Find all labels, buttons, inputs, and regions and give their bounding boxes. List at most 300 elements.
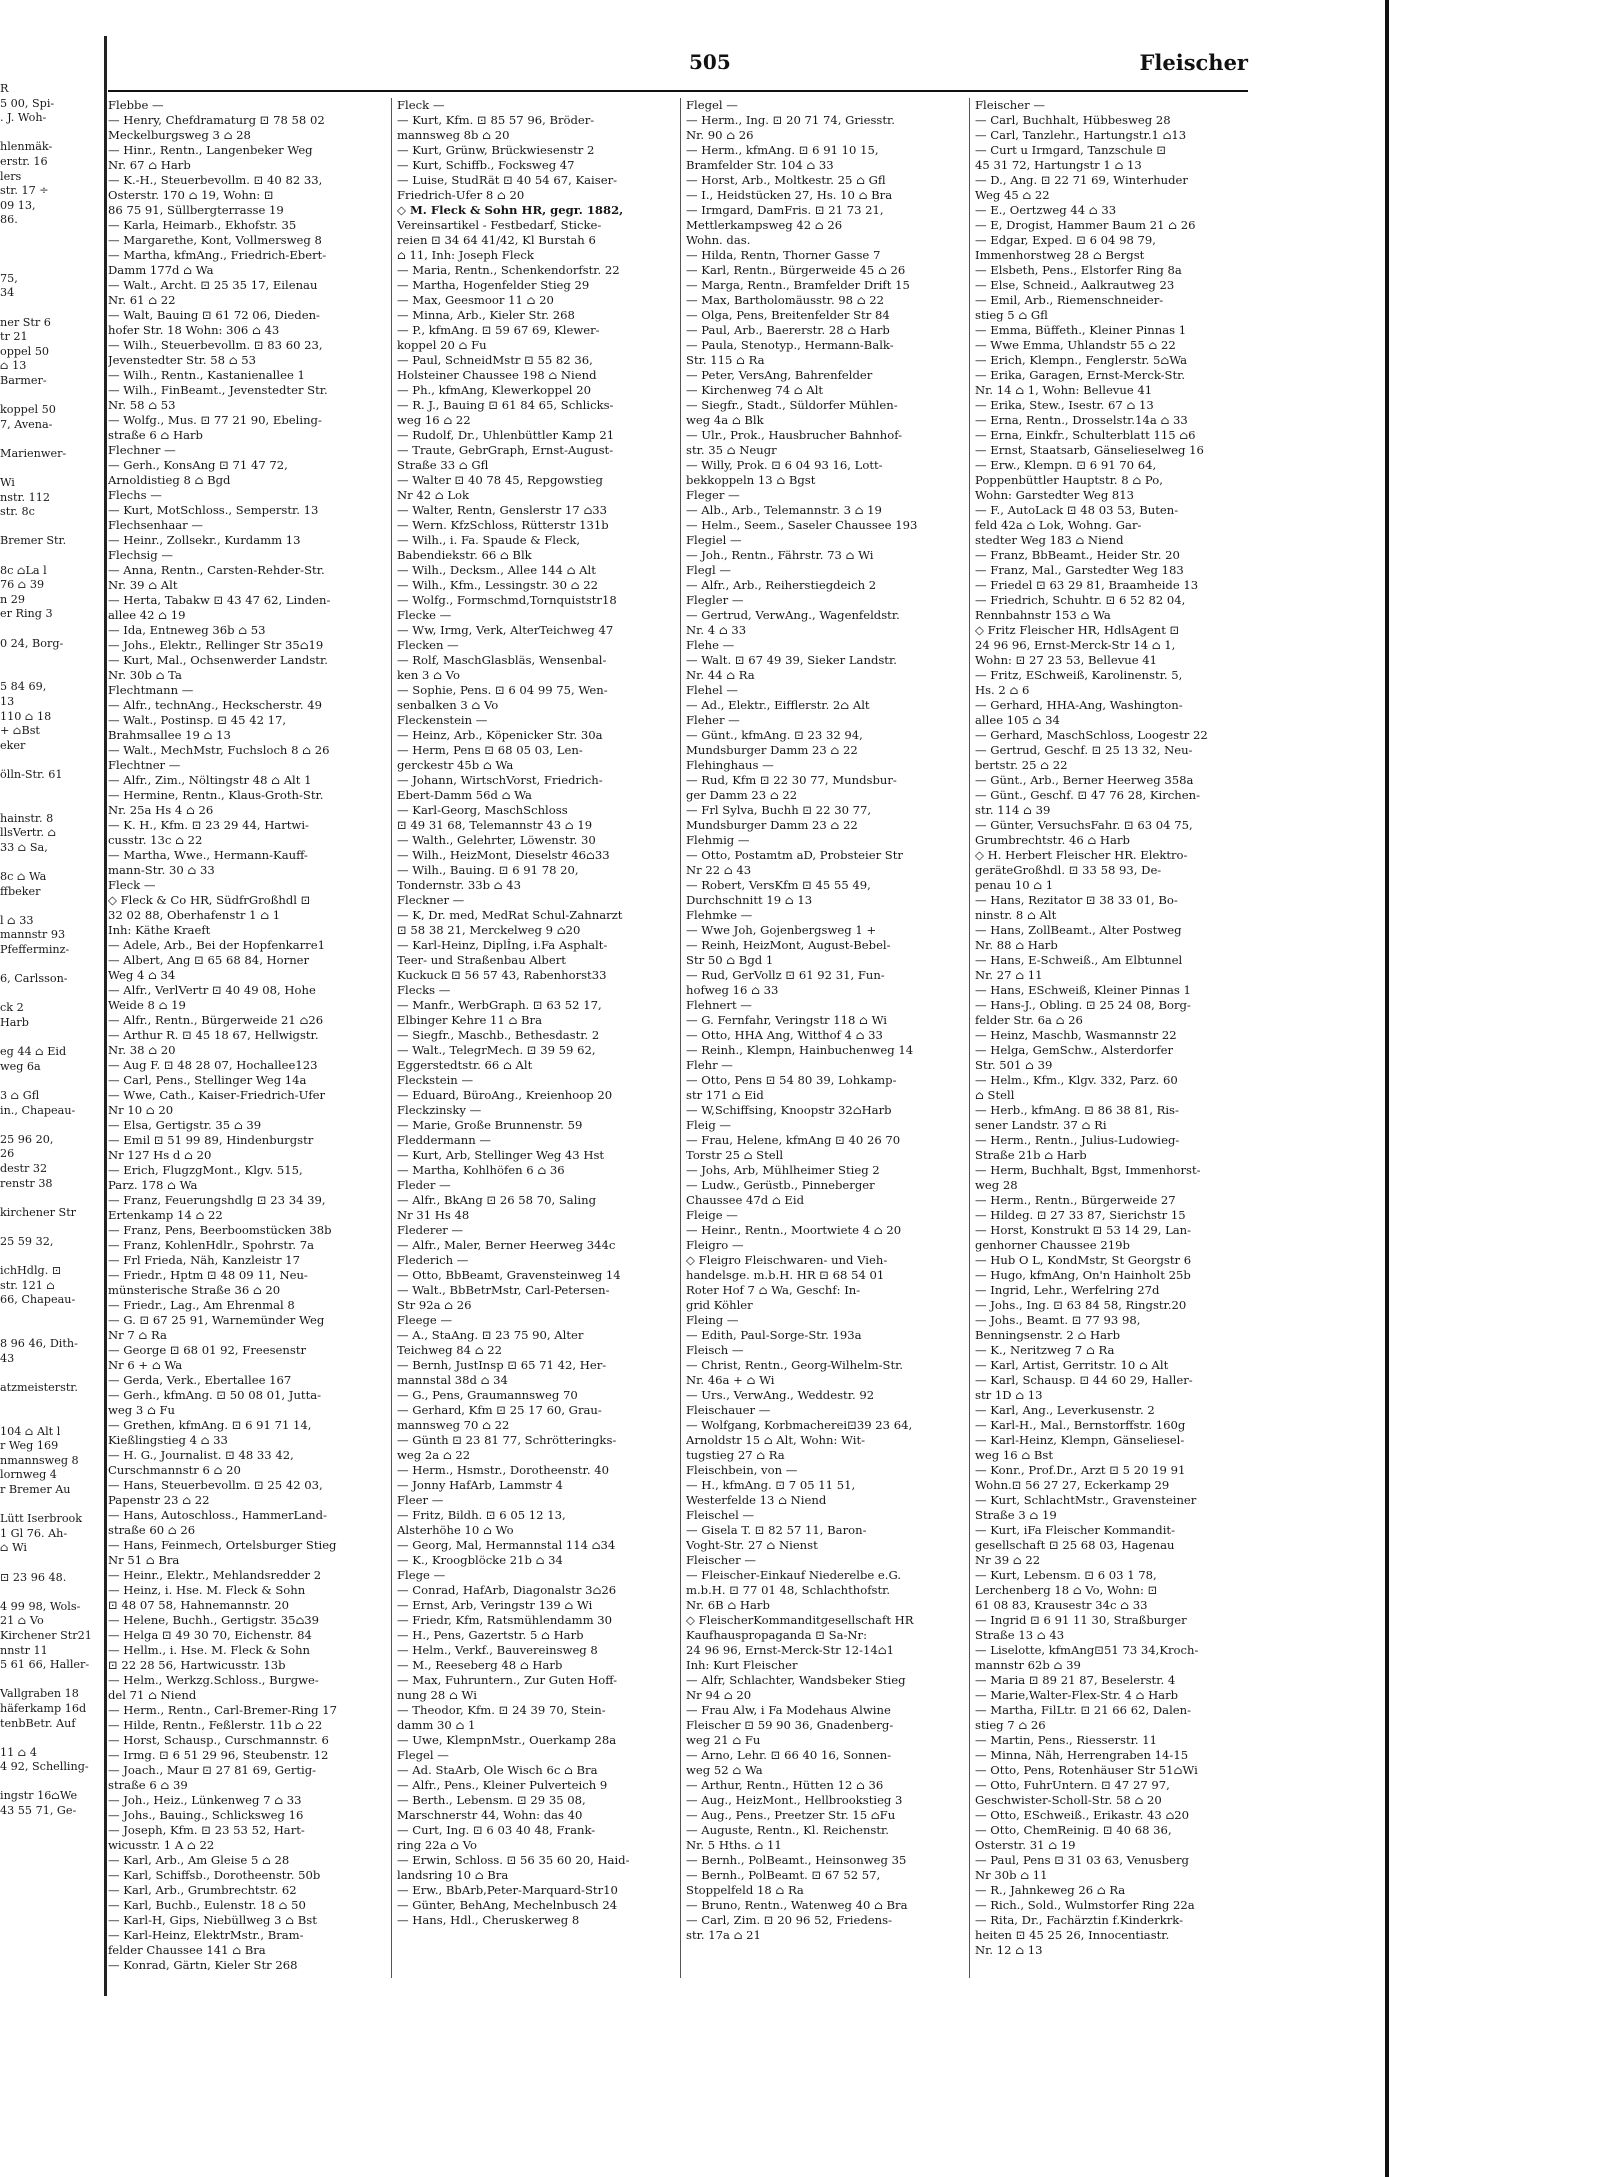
directory-entry-line: — Curt u Irmgard, Tanzschule ⊡ [975,143,1167,157]
directory-entry-line: ◇ FleischerKommanditgesellschaft HR [686,1613,914,1627]
directory-entry-line: ⊡ 22 28 56, Hartwicusstr. 13b [108,1658,286,1672]
directory-entry-line: — Walt. ⊡ 67 49 39, Sieker Landstr. [686,653,897,667]
fragment-line [0,958,104,973]
fragment-line: häferkamp 16d [0,1701,87,1715]
directory-entry-line: Marschnerstr 44, Wohn: das 40 [397,1808,583,1822]
directory-entry-line: — Fritz, Bildh. ⊡ 6 05 12 13, [397,1508,566,1522]
directory-entry-line: — Wwe Joh, Gojenbergsweg 1 + [686,923,877,937]
directory-entry-line: — Gerhard, Kfm ⊡ 25 17 60, Grau- [397,1403,602,1417]
directory-entry-line: senbalken 3 ⌂ Vo [397,698,499,712]
directory-entry-line: — Frl Sylva, Buchh ⊡ 22 30 77, [686,803,872,817]
directory-entry-line: — Günter, VersuchsFahr. ⊡ 63 04 75, [975,818,1193,832]
directory-entry-line: 24 96 96, Ernst-Merck-Str 12-14⌂1 [686,1643,894,1657]
column-2 [397,98,675,1978]
fragment-line: oppel 50 [0,344,50,358]
fragment-line: 86. [0,213,18,227]
directory-entry-line: — Paul, Arb., Baererstr. 28 ⌂ Harb [686,323,890,337]
directory-entry-line: — Erich, FlugzgMont., Klgv. 515, [108,1163,303,1177]
directory-entry-line: — Carl, Pens., Stellinger Weg 14a [108,1073,307,1087]
directory-entry-line: — Rud, Kfm ⊡ 22 30 77, Mundsbur- [686,773,897,787]
directory-entry-line: — Alfr., Arb., Reiherstiegdeich 2 [686,578,877,592]
directory-entry-line: — Emil ⊡ 51 99 89, Hindenburgstr [108,1133,314,1147]
fragment-line: str. 121 ⌂ [0,1278,55,1292]
directory-entry-line: genhorner Chaussee 219b [975,1238,1130,1252]
directory-entry-line: — Helga ⊡ 49 30 70, Eichenstr. 84 [108,1628,312,1642]
surname-heading: Flechsenhaar — [108,518,203,532]
directory-entry-line: str 1D ⌂ 13 [975,1388,1043,1402]
surname-heading: Fleck — [397,98,445,112]
directory-entry-line: — Hinr., Rentn., Langenbeker Weg [108,143,313,157]
directory-entry-line: — Herm., Rentn., Julius-Ludowieg- [975,1133,1180,1147]
directory-entry-line: str. 35 ⌂ Neugr [686,443,777,457]
directory-entry-line: — Hans, ESchweiß, Kleiner Pinnas 1 [975,983,1191,997]
fragment-line [0,461,104,476]
directory-entry-line: — Aug., HeizMont., Hellbrookstieg 3 [686,1793,903,1807]
fragment-line: lornweg 4 [0,1468,57,1482]
fragment-line: 5 84 69, [0,680,47,694]
directory-entry-line: mannstal 38d ⌂ 34 [397,1373,508,1387]
directory-entry-line: — Karl-Georg, MaschSchloss [397,803,568,817]
fragment-line [0,388,104,403]
directory-entry-line: mannsweg 8b ⌂ 20 [397,128,510,142]
directory-entry-line: — Karl-Heinz, Diplİng, i.Fa Asphalt- [397,938,608,952]
directory-entry-line: — Herta, Tabakw ⊡ 43 47 62, Linden- [108,593,331,607]
directory-entry-line: — Walt., MechMstr, Fuchsloch 8 ⌂ 26 [108,743,330,757]
directory-entry-line: Weg 4 ⌂ 34 [108,968,176,982]
directory-entry-line: — Wolfg., Formschmd,Tornquiststr18 [397,593,617,607]
directory-entry-line: — Wilh., FinBeamt., Jevenstedter Str. [108,383,328,397]
directory-entry-line: — Otto, HHA Ang, Witthof 4 ⌂ 33 [686,1028,883,1042]
surname-heading: Fleher — [686,713,740,727]
directory-entry-line: Hs. 2 ⌂ 6 [975,683,1030,697]
directory-entry-line: Immenhorstweg 28 ⌂ Bergst [975,248,1145,262]
directory-entry-line: geräteGroßhdl. ⊡ 33 58 93, De- [975,863,1162,877]
directory-entry-line: Nr 30b ⌂ 11 [975,1868,1048,1882]
directory-entry-line: bekkoppeln 13 ⌂ Bgst [686,473,816,487]
directory-entry-line: — G. Fernfahr, Veringstr 118 ⌂ Wi [686,1013,888,1027]
surname-heading: Fleder — [397,1178,451,1192]
directory-entry-line: — Hans, Steuerbevollm. ⊡ 25 42 03, [108,1478,323,1492]
directory-entry-line: — Johann, WirtschVorst, Friedrich- [397,773,603,787]
directory-entry-line: — Arthur R. ⊡ 45 18 67, Hellwigstr. [108,1028,319,1042]
fragment-line [0,1775,104,1790]
directory-entry-line: — Hans, Hdl., Cheruskerweg 8 [397,1913,580,1927]
directory-page [108,0,1384,2177]
fragment-line: tenbBetr. Auf [0,1716,76,1730]
directory-entry-line: — Bruno, Rentn., Watenweg 40 ⌂ Bra [686,1898,908,1912]
directory-entry-line: — G., Pens, Graumannsweg 70 [397,1388,578,1402]
directory-entry-line: — Kurt, Kfm. ⊡ 85 57 96, Bröder- [397,113,595,127]
directory-entry-line: Friedrich-Ufer 8 ⌂ 20 [397,188,525,202]
directory-entry-line: — Olga, Pens, Breitenfelder Str 84 [686,308,890,322]
directory-entry-line: — Ad. StaArb, Ole Wisch 6c ⌂ Bra [397,1763,598,1777]
surname-heading: Fleckzinsky — [397,1103,482,1117]
fragment-line [0,301,104,316]
directory-entry-line: Rennbahnstr 153 ⌂ Wa [975,608,1111,622]
directory-entry-line: — F., AutoLack ⊡ 48 03 53, Buten- [975,503,1179,517]
directory-entry-line: — Frau, Helene, kfmAng ⊡ 40 26 70 [686,1133,901,1147]
surname-heading: Flechtmann — [108,683,194,697]
directory-entry-line: allee 42 ⌂ 19 [108,608,186,622]
fragment-line: 3 ⌂ Gfl [0,1088,40,1102]
directory-entry-line: — Martha, FilLtr. ⊡ 21 66 62, Dalen- [975,1703,1192,1717]
surname-heading: Flederer — [397,1223,464,1237]
directory-entry-line: münsterische Straße 36 ⌂ 20 [108,1283,281,1297]
directory-entry-line: — Alfr., VerlVertr ⊡ 40 49 08, Hohe [108,983,316,997]
directory-entry-line: Str. 115 ⌂ Ra [686,353,765,367]
page-number: 505 [689,50,731,74]
fragment-line: ölln-Str. 61 [0,767,63,781]
directory-entry-line: — Reinh, HeizMont, August-Bebel- [686,938,891,952]
directory-entry-line: Straße 3 ⌂ 19 [975,1508,1057,1522]
fragment-line [0,126,104,141]
directory-entry-line: — Walt., TelegrMech. ⊡ 39 59 62, [397,1043,596,1057]
directory-entry-line: — Erich, Klempn., Fenglerstr. 5⌂Wa [975,353,1188,367]
directory-entry-line: weg 52 ⌂ Wa [686,1763,763,1777]
directory-entry-line: — Alfr., BkAng ⊡ 26 58 70, Saling [397,1193,597,1207]
directory-entry-line: — Carl, Buchhalt, Hübbesweg 28 [975,113,1171,127]
fragment-line: kirchener Str [0,1205,77,1219]
fragment-line: ck 2 [0,1001,24,1015]
directory-entry-line: — Wwe, Cath., Kaiser-Friedrich-Ufer [108,1088,326,1102]
directory-entry-line: — Frl Frieda, Näh, Kanzleistr 17 [108,1253,301,1267]
directory-entry-line: weg 21 ⌂ Fu [686,1733,761,1747]
directory-entry-line: — Otto, Pens, Rotenhäuser Str 51⌂Wi [975,1763,1198,1777]
directory-entry-line: — Konrad, Gärtn, Kieler Str 268 [108,1958,298,1972]
directory-entry-line: — Herm, Buchhalt, Bgst, Immenhorst- [975,1163,1201,1177]
directory-entry-line: wicusstr. 1 A ⌂ 22 [108,1838,215,1852]
directory-entry-line: — Paula, Stenotyp., Hermann-Balk- [686,338,894,352]
directory-entry-line: ger Damm 23 ⌂ 22 [686,788,798,802]
directory-entry-line: — Martha, kfmAng., Friedrich-Ebert- [108,248,327,262]
directory-entry-line: m.b.H. ⊡ 77 01 48, Schlachthofstr. [686,1583,891,1597]
directory-entry-line: mannsweg 70 ⌂ 22 [397,1418,510,1432]
directory-entry-line: 45 31 72, Hartungstr 1 ⌂ 13 [975,158,1142,172]
directory-entry-line: — Kirchenweg 74 ⌂ Alt [686,383,824,397]
fragment-line: ffbeker [0,884,41,898]
surname-heading: Fleisch — [686,1343,744,1357]
directory-entry-line: — Alfr., Pens., Kleiner Pulverteich 9 [397,1778,608,1792]
directory-entry-line: Brahmsallee 19 ⌂ 13 [108,728,231,742]
directory-entry-line: ⊡ 49 31 68, Telemannstr 43 ⌂ 19 [397,818,593,832]
directory-entry-line: — R. J., Bauing ⊡ 61 84 65, Schlicks- [397,398,614,412]
directory-entry-line: Str 92a ⌂ 26 [397,1298,472,1312]
directory-entry-line: landsring 10 ⌂ Bra [397,1868,509,1882]
directory-entry-line: Kießlingstieg 4 ⌂ 33 [108,1433,228,1447]
directory-entry-line: — Urs., VerwAng., Weddestr. 92 [686,1388,875,1402]
directory-entry-line: gerckestr 45b ⌂ Wa [397,758,514,772]
directory-entry-line: Nr. 6B ⌂ Harb [686,1598,770,1612]
directory-entry-line: — Herm., Ing. ⊡ 20 71 74, Griesstr. [686,113,895,127]
fragment-line: destr 32 [0,1161,48,1175]
surname-heading: Flegiel — [686,533,742,547]
directory-entry-line: — Christ, Rentn., Georg-Wilhelm-Str. [686,1358,904,1372]
directory-entry-line: — K., Kroogblöcke 21b ⌂ 34 [397,1553,563,1567]
directory-entry-line: Nr. 88 ⌂ Harb [975,938,1058,952]
directory-entry-line: — Edith, Paul-Sorge-Str. 193a [686,1328,862,1342]
directory-entry-line: — Otto, Postamtm aD, Probsteier Str [686,848,903,862]
column-3 [686,98,964,1978]
directory-entry-line: ring 22a ⌂ Vo [397,1838,478,1852]
directory-entry-line: damm 30 ⌂ 1 [397,1718,476,1732]
fragment-line: 13 [0,694,15,708]
directory-entry-line: — Paul, Pens ⊡ 31 03 63, Venusberg [975,1853,1189,1867]
directory-entry-line: weg 16 ⌂ Bst [975,1448,1053,1462]
surname-heading: Flederich — [397,1253,469,1267]
directory-entry-line: — Otto, FuhrUntern. ⊡ 47 27 97, [975,1778,1170,1792]
directory-entry-line: — Kurt, Lebensm. ⊡ 6 03 1 78, [975,1568,1157,1582]
directory-entry-line: Nr. 30b ⌂ Ta [108,668,182,682]
directory-entry-line: 32 02 88, Oberhafenstr 1 ⌂ 1 [108,908,281,922]
directory-entry-line: — Marga, Rentn., Bramfelder Drift 15 [686,278,910,292]
fragment-line: Bremer Str. [0,534,67,548]
directory-entry-line: — Walth., Gelehrter, Löwenstr. 30 [397,833,596,847]
directory-entry-line: — Wilh., i. Fa. Spaude & Fleck, [397,533,581,547]
surname-heading: Fleig — [686,1118,732,1132]
directory-entry-line: — Bernh., PolBeamt. ⊡ 67 52 57, [686,1868,881,1882]
directory-entry-line: — Ernst, Arb, Veringstr 139 ⌂ Wi [397,1598,593,1612]
fragment-line [0,549,104,564]
directory-entry-line: — Horst, Arb., Moltkestr. 25 ⌂ Gfl [686,173,886,187]
directory-entry-line: — Aug., Pens., Preetzer Str. 15 ⌂Fu [686,1808,896,1822]
directory-entry-line: stieg 5 ⌂ Gfl [975,308,1048,322]
directory-entry-line: — Walter ⊡ 40 78 45, Repgowstieg [397,473,603,487]
directory-entry-line: — Walt., Postinsp. ⊡ 45 42 17, [108,713,287,727]
directory-entry-line: — Franz, Mal., Garstedter Weg 183 [975,563,1184,577]
directory-entry-line: — Wern. KfzSchloss, Rütterstr 131b [397,518,609,532]
fragment-line: koppel 50 [0,403,56,417]
directory-entry-line: weg 2a ⌂ 22 [397,1448,471,1462]
fragment-line: 11 ⌂ 4 [0,1745,38,1759]
fragment-line: ⊡ 23 96 48. [0,1570,67,1584]
fragment-line: r Weg 169 [0,1439,59,1453]
directory-entry-line: — Ludw., Gerüstb., Pinneberger [686,1178,875,1192]
directory-entry-line: — Herm., Rentn., Carl-Bremer-Ring 17 [108,1703,338,1717]
directory-entry-line: str 171 ⌂ Eid [686,1088,764,1102]
directory-entry-line: — Joh., Rentn., Fährstr. 73 ⌂ Wi [686,548,874,562]
directory-entry-line: Inh: Käthe Kraeft [108,923,211,937]
directory-entry-line: — Alfr., Zim., Nöltingstr 48 ⌂ Alt 1 [108,773,312,787]
directory-entry-line: Nr. 39 ⌂ Alt [108,578,178,592]
fragment-line: tr 21 [0,330,28,344]
entry-columns [108,98,1248,1978]
directory-entry-line: — Herm., Hsmstr., Dorotheenstr. 40 [397,1463,609,1477]
directory-entry-line: felder Chaussee 141 ⌂ Bra [108,1943,266,1957]
directory-entry-line: — Johs, Arb, Mühlheimer Stieg 2 [686,1163,880,1177]
directory-entry-line: — Friedel ⊡ 63 29 81, Braamheide 13 [975,578,1199,592]
fragment-line: Harb [0,1016,29,1029]
surname-heading: Flehnert — [686,998,752,1012]
directory-entry-line: Jevenstedter Str. 58 ⌂ 53 [108,353,256,367]
fragment-line: weg 6a [0,1059,41,1073]
fragment-line: 0 24, Borg- [0,636,64,650]
directory-entry-line: Babendiekstr. 66 ⌂ Blk [397,548,532,562]
directory-entry-line: — Curt, Ing. ⊡ 6 03 40 48, Frank- [397,1823,596,1837]
directory-entry-line: stedter Weg 183 ⌂ Niend [975,533,1124,547]
directory-entry-line: — Henry, Chefdramaturg ⊡ 78 58 02 [108,113,325,127]
fragment-line: 25 96 20, [0,1132,54,1146]
directory-entry-line: — Emma, Büffeth., Kleiner Pinnas 1 [975,323,1187,337]
directory-entry-line: — Auguste, Rentn., Kl. Reichenstr. [686,1823,889,1837]
directory-entry-line: — Helm., Verkf., Bauvereinsweg 8 [397,1643,598,1657]
directory-entry-line: — Eduard, BüroAng., Kreienhoop 20 [397,1088,613,1102]
directory-entry-line: — Kurt, SchlachtMstr., Gravensteiner [975,1493,1197,1507]
directory-entry-line: — Karl, Artist, Gerritstr. 10 ⌂ Alt [975,1358,1169,1372]
fragment-line: Lütt Iserbrook [0,1512,83,1526]
directory-entry-line: — Maria ⊡ 89 21 87, Beselerstr. 4 [975,1673,1176,1687]
directory-entry-line: — Karl, Arb., Am Gleise 5 ⌂ 28 [108,1853,290,1867]
directory-entry-line: — Hilde, Rentn., Feßlerstr. 11b ⌂ 22 [108,1718,323,1732]
directory-entry-line: — Otto, Pens ⊡ 54 80 39, Lohkamp- [686,1073,897,1087]
fragment-line: 7, Avena- [0,417,53,431]
directory-entry-line: — H., kfmAng. ⊡ 7 05 11 51, [686,1478,856,1492]
directory-entry-line: — Joach., Maur ⊡ 27 81 69, Gertig- [108,1763,317,1777]
directory-entry-line: — Kurt, Arb, Stellinger Weg 43 Hst [397,1148,605,1162]
directory-entry-line: 24 96 96, Ernst-Merck-Str 14 ⌂ 1, [975,638,1176,652]
fragment-line: 43 55 71, Ge- [0,1804,77,1818]
surname-heading: Flehr — [686,1058,733,1072]
fragment-line: 6, Carlsson- [0,972,68,986]
surname-heading: Fleischbein, von — [686,1463,798,1477]
fragment-line [0,1673,104,1688]
directory-entry-line: Wohn: Garstedter Weg 813 [975,488,1135,502]
directory-entry-line: Stoppelfeld 18 ⌂ Ra [686,1883,804,1897]
directory-entry-line: — Herm, Pens ⊡ 68 05 03, Len- [397,743,583,757]
directory-entry-line: — Kurt, iFa Fleischer Kommandit- [975,1523,1176,1537]
directory-entry-line: — Rolf, MaschGlasbläs, Wensenbal- [397,653,607,667]
fragment-line [0,1250,104,1265]
directory-entry-line: — K., Neritzweg 7 ⌂ Ra [975,1343,1115,1357]
surname-heading: Fleing — [686,1313,739,1327]
directory-entry-line: — Karl, Schausp. ⊡ 44 60 29, Haller- [975,1373,1193,1387]
fragment-line: atzmeisterstr. [0,1380,78,1394]
directory-entry-line: — E, Drogist, Hammer Baum 21 ⌂ 26 [975,218,1196,232]
fragment-line [0,1366,104,1381]
directory-entry-line: — Herm., Rentn., Bürgerweide 27 [975,1193,1176,1207]
fragment-line: 66, Chapeau- [0,1293,76,1307]
fragment-line: er Ring 3 [0,607,53,621]
directory-entry-line: Weg 45 ⌂ 22 [975,188,1050,202]
directory-entry-line: — Georg, Mal, Hermannstal 114 ⌂34 [397,1538,616,1552]
directory-entry-line: Chaussee 47d ⌂ Eid [686,1193,805,1207]
directory-entry-line: — Günt., Arb., Berner Heerweg 358a [975,773,1194,787]
directory-entry-line: — Helene, Buchh., Gertigstr. 35⌂39 [108,1613,320,1627]
column-1 [108,98,386,1978]
directory-entry-line: — Hellm., i. Hse. M. Fleck & Sohn [108,1643,311,1657]
directory-entry-line: — Frau Alw, i Fa Modehaus Alwine [686,1703,891,1717]
surname-heading: Flege — [397,1568,446,1582]
directory-entry-line: reien ⊡ 34 64 41/42, Kl Burstah 6 [397,233,596,247]
previous-page-fragment [0,0,104,2000]
directory-entry-line: — Rudolf, Dr., Uhlenbüttler Kamp 21 [397,428,615,442]
directory-entry-line: straße 6 ⌂ 39 [108,1778,188,1792]
fragment-line: hlenmäk- [0,140,53,154]
directory-entry-line: — Karla, Heimarb., Ekhofstr. 35 [108,218,297,232]
fragment-line [0,1191,104,1206]
fragment-line: hainstr. 8 [0,811,54,825]
surname-heading: Fleckstein — [397,1073,474,1087]
directory-entry-line: tugstieg 27 ⌂ Ra [686,1448,785,1462]
fragment-line [0,622,104,637]
fragment-line [0,1395,104,1410]
fragment-line: 8c ⌂ Wa [0,870,47,884]
directory-entry-line: mannstr 62b ⌂ 39 [975,1658,1081,1672]
directory-entry-line: — Gisela T. ⊡ 82 57 11, Baron- [686,1523,867,1537]
directory-entry-line: — Erw., BbArb,Peter-Marquard-Str10 [397,1883,618,1897]
fragment-line: + ⌂Bst [0,724,40,738]
directory-entry-line: Nr 51 ⌂ Bra [108,1553,180,1567]
fragment-line [0,243,104,258]
directory-entry-line: straße 60 ⌂ 26 [108,1523,196,1537]
directory-entry-line: — Hildeg. ⊡ 27 33 87, Sierichstr 15 [975,1208,1186,1222]
scan-border [1385,0,1389,2177]
directory-entry-line: Nr. 44 ⌂ Ra [686,668,755,682]
directory-entry-line: Nr. 58 ⌂ 53 [108,398,176,412]
directory-entry-line: — Konr., Prof.Dr., Arzt ⊡ 5 20 19 91 [975,1463,1186,1477]
directory-entry-line: — Walt., Archt. ⊡ 25 35 17, Eilenau [108,278,318,292]
directory-entry-line: Tondernstr. 33b ⌂ 43 [397,878,521,892]
directory-entry-line: — Ernst, Staatsarb, Gänselieselweg 16 [975,443,1204,457]
directory-entry-line: — Liselotte, kfmAng⊡51 73 34,Kroch- [975,1643,1199,1657]
column-rule [680,98,681,1978]
directory-entry-line: feld 42a ⌂ Lok, Wohng. Gar- [975,518,1142,532]
directory-entry-line: — Minna, Näh, Herrengraben 14-15 [975,1748,1189,1762]
surname-heading: Flehmke — [686,908,753,922]
directory-entry-line: — Paul, SchneidMstr ⊡ 55 82 36, [397,353,593,367]
directory-entry-line: — Johs., Ing. ⊡ 63 84 58, Ringstr.20 [975,1298,1187,1312]
directory-entry-line: — Fritz, ESchweiß, Karolinenstr. 5, [975,668,1183,682]
directory-entry-line: — Traute, GebrGraph, Ernst-August- [397,443,614,457]
surname-heading: Fleigro — [686,1238,744,1252]
directory-entry-line: — Erna, Einkfr., Schulterblatt 115 ⌂6 [975,428,1196,442]
directory-entry-line: — Wilh., Steuerbevollm. ⊡ 83 60 23, [108,338,323,352]
fragment-line: 4 92, Schelling- [0,1760,89,1774]
directory-entry-line: Nr. 12 ⌂ 13 [975,1943,1043,1957]
directory-entry-line: — Horst, Konstrukt ⊡ 53 14 29, Lan- [975,1223,1192,1237]
surname-heading: Fleger — [686,488,740,502]
directory-entry-line: Nr 7 ⌂ Ra [108,1328,167,1342]
surname-heading: Flechs — [108,488,162,502]
directory-entry-line: Holsteiner Chaussee 198 ⌂ Niend [397,368,597,382]
directory-entry-line: ◇ Fritz Fleischer HR, HdlsAgent ⊡ [975,623,1180,637]
fragment-line [0,855,104,870]
directory-entry-line: — Wilh., Rentn., Kastanienallee 1 [108,368,305,382]
fragment-line [0,1220,104,1235]
directory-entry-line: — Irmg. ⊡ 6 51 29 96, Steubenstr. 12 [108,1748,329,1762]
directory-entry-line: Nr. 46a + ⌂ Wi [686,1373,775,1387]
directory-entry-line: Eggerstedtstr. 66 ⌂ Alt [397,1058,533,1072]
header-rule [108,90,1248,92]
fragment-line: 4 99 98, Wols- [0,1599,81,1613]
fragment-line [0,753,104,768]
fragment-line [0,1498,104,1513]
fragment-line [0,797,104,812]
surname-heading: Fleck — [108,878,156,892]
directory-entry-line: Meckelburgsweg 3 ⌂ 28 [108,128,251,142]
surname-heading: Flehe — [686,638,735,652]
fragment-line [0,783,104,798]
directory-entry-line: — Walter, Rentn, Genslerstr 17 ⌂33 [397,503,608,517]
directory-entry-line: — R., Jahnkeweg 26 ⌂ Ra [975,1883,1126,1897]
directory-entry-line: — Herm., kfmAng. ⊡ 6 91 10 15, [686,143,879,157]
fragment-line: erstr. 16 [0,154,48,168]
directory-entry-line: — Hugo, kfmAng, On'n Hainholt 25b [975,1268,1191,1282]
directory-entry-line: — Heinr., Zollsekr., Kurdamm 13 [108,533,301,547]
directory-entry-line: — M., Reeseberg 48 ⌂ Harb [397,1658,563,1672]
directory-entry-line: — Wilh., Kfm., Lessingstr. 30 ⌂ 22 [397,578,598,592]
directory-entry-line: — Karl-H, Gips, Niebüllweg 3 ⌂ Bst [108,1913,317,1927]
directory-entry-line: — Manfr., WerbGraph. ⊡ 63 52 17, [397,998,602,1012]
